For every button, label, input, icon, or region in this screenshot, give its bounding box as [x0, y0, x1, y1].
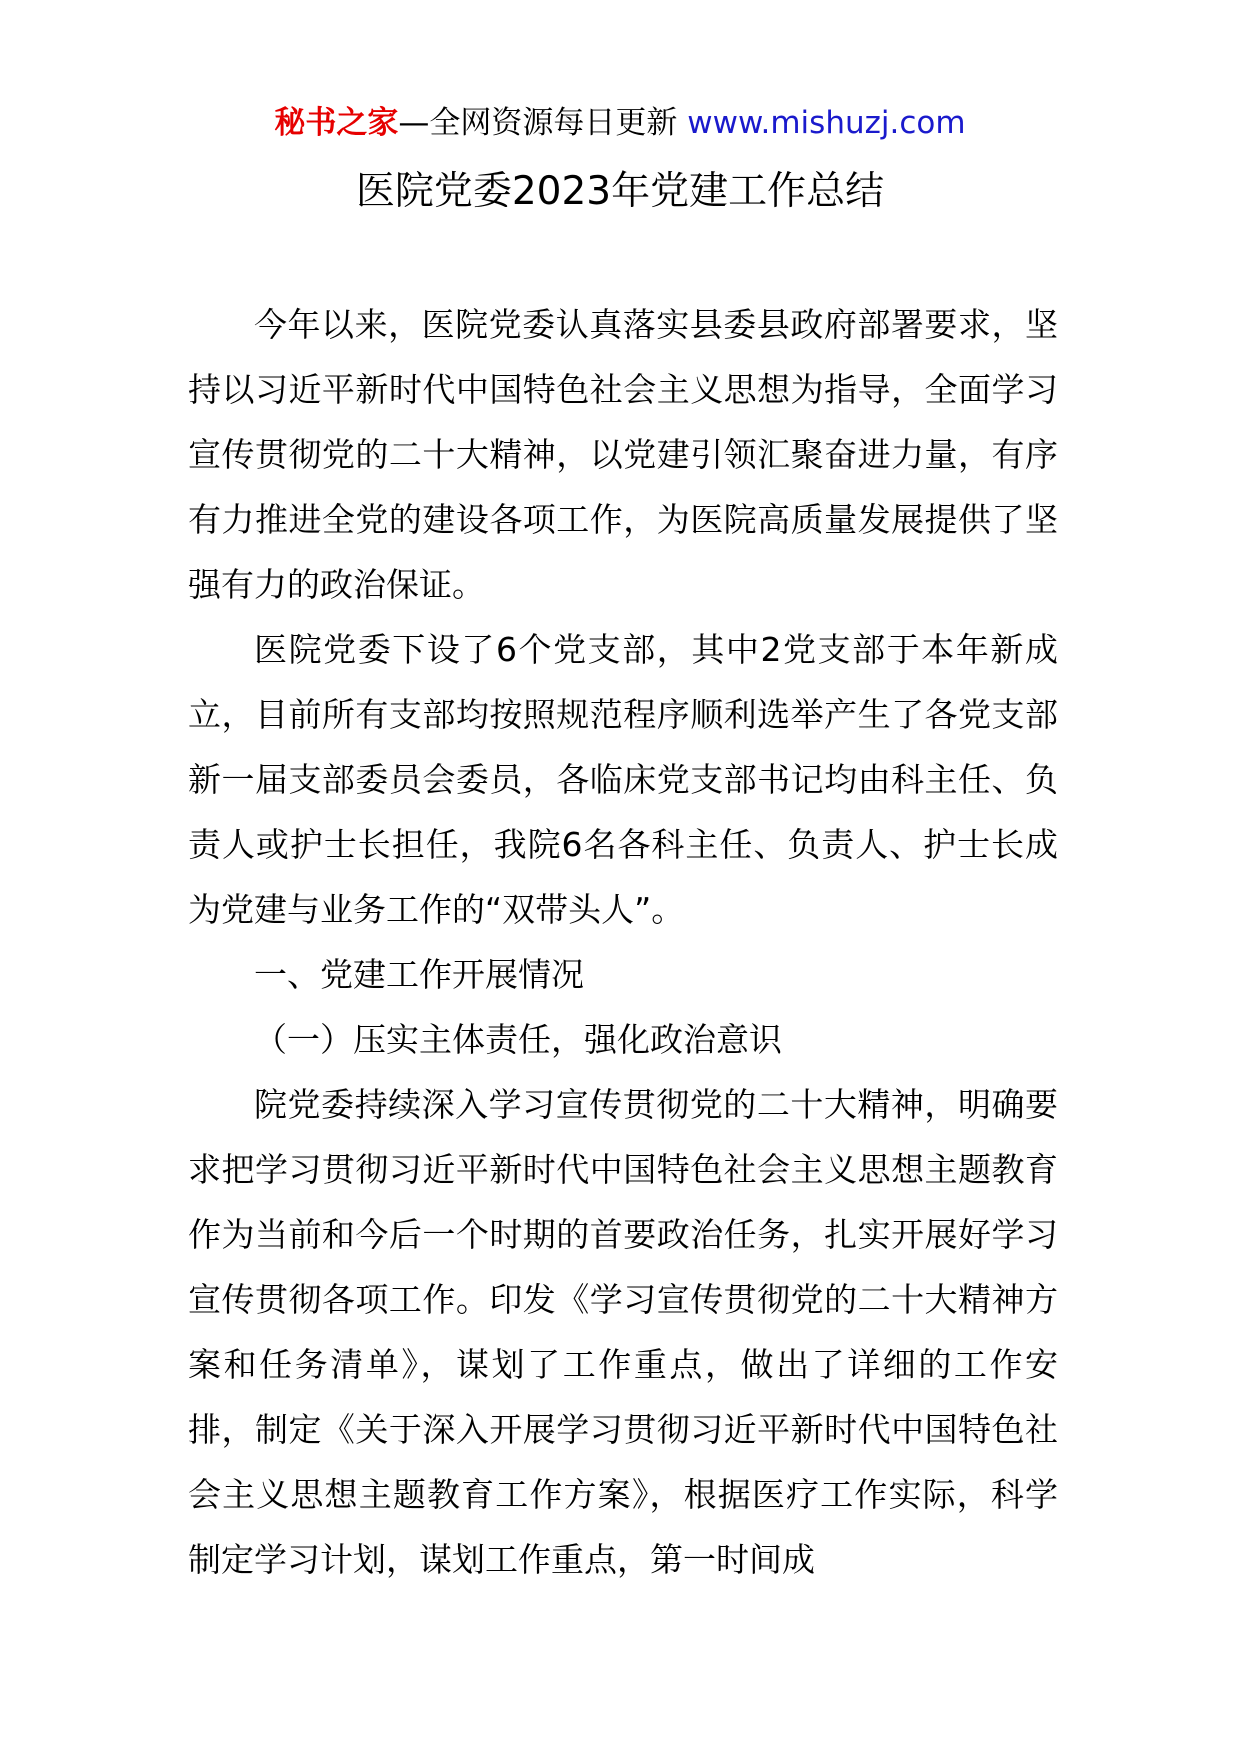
section-heading: 一、党建工作开展情况 [254, 955, 584, 994]
site-banner [0, 100, 1240, 146]
paragraph-intro: 今年以来，医院党委认真落实县委县政府部署要求，坚持以习近平新时代中国特色社会主义思想为指导，全面学习宣传贯彻党的二十大精神，以党建引领汇聚奋进力量，有序有力推进全党的建设各项工作，为医院高质量发展提供了坚强有力的政治保证。 [188, 305, 1058, 604]
brand-name: 秘书之家 [274, 105, 399, 141]
document-body [188, 292, 1058, 1592]
paragraph-responsibility: 院党委持续深入学习宣传贯彻党的二十大精神，明确要求把学习贯彻习近平新时代中国特色社会主义思想主题教育作为当前和今后一个时期的首要政治任务，扎实开展好学习宣传贯彻各项工作。印发《学习宣传贯彻党的二十大精神方案和任务清单》，谋划了工作重点，做出了详细的工作安排，制定《关于深入开展学习贯彻习近平新时代中国特色社会主义思想主题教育工作方案》，根据医疗工作实际，科学制定学习计划，谋划工作重点，第一时间成 [188, 1085, 1058, 1579]
banner-tagline: —全网资源每日更新 [398, 105, 688, 141]
subsection-heading: （一）压实主体责任，强化政治意识 [254, 1020, 782, 1059]
paragraph-branches: 医院党委下设了6个党支部，其中2党支部于本年新成立，目前所有支部均按照规范程序顺利选举产生了各党支部新一届支部委员会委员，各临床党支部书记均由科主任、负责人或护士长担任，我院6名各科主任、负责人、护士长成为党建与业务工作的“双带头人”。 [188, 630, 1058, 929]
site-url-link[interactable]: www.mishuzj.com [687, 105, 966, 141]
document-title: 医院党委2023年党建工作总结 [355, 169, 885, 214]
